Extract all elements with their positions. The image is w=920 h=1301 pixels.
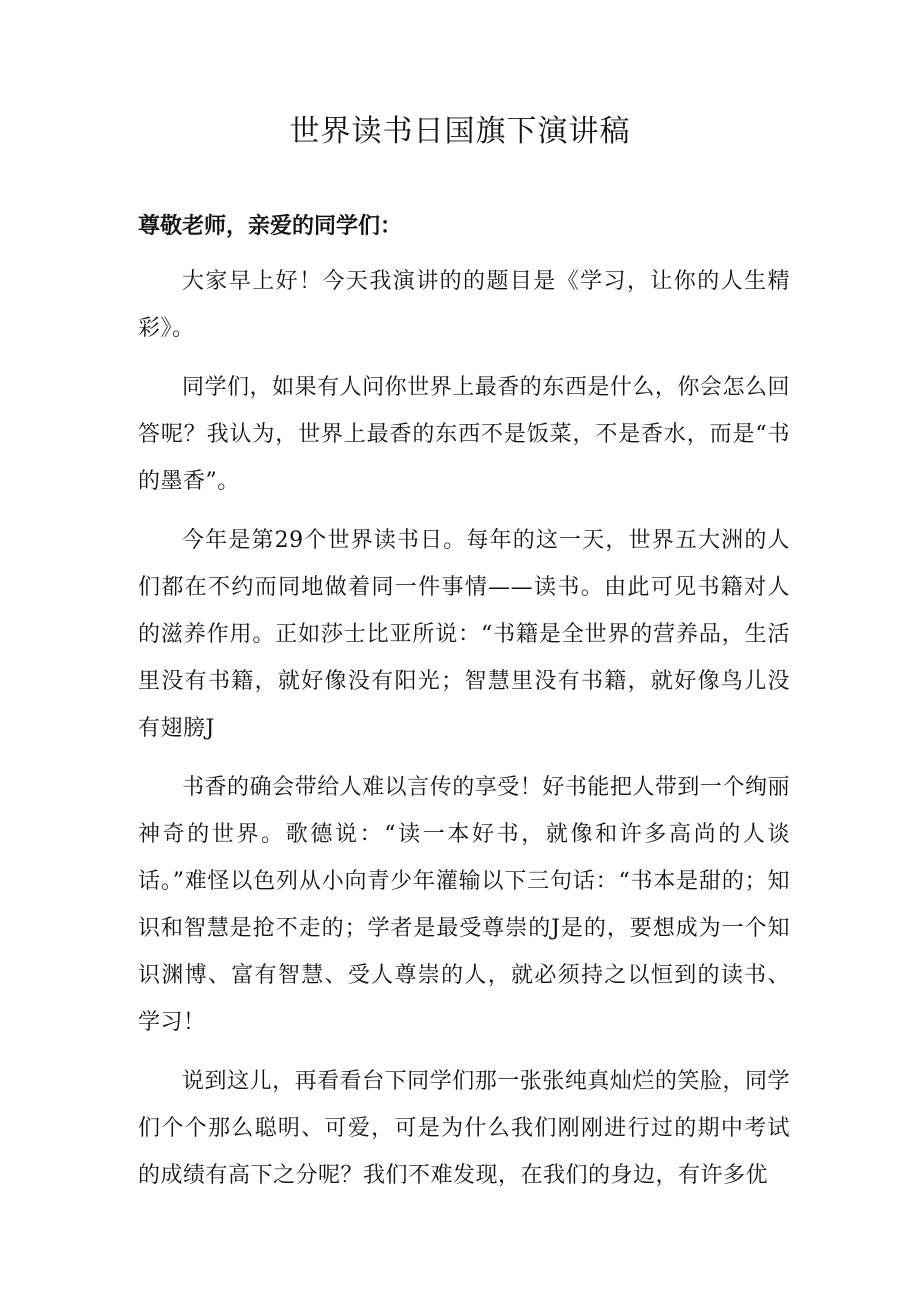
document-title: 世界读书日国旗下演讲稿 — [289, 114, 631, 149]
paragraph-book-fragrance: 同学们，如果有人问你世界上最香的东西是什么，你会怎么回答呢？我认为，世界上最香的东西不是饭菜，不是香水，而是“书的墨香”。 — [138, 375, 790, 494]
speech-body — [138, 258, 790, 1211]
paragraph-reading-joy: 书香的确会带给人难以言传的享受！好书能把人带到一个绚丽神奇的世界。歌德说：“读一本好书，就像和许多高尚的人谈话。”难怪以色列从小向青少年灌输以下三句话：“书本是甜的；知识和智慧是抢不走的；学者是最受尊崇的J是的，要想成为一个知识渊博、富有智慧、受人尊崇的人，就必须持之以恒到的读书、学习！ — [138, 775, 790, 1035]
paragraph-world-book-day: 今年是第29个世界读书日。每年的这一天，世界五大洲的人们都在不约而同地做着同一件事情——读书。由此可见书籍对人的滋养作用。正如莎士比亚所说：“书籍是全世界的营养品，生活里没有书籍，就好像没有阳光；智慧里没有书籍，就好像鸟儿没有翅膀J — [138, 528, 790, 741]
paragraph-exam-results: 说到这儿，再看看台下同学们那一张张纯真灿烂的笑脸，同学们个个那么聪明、可爱，可是为什么我们刚刚进行过的期中考试的成绩有高下之分呢？我们不难发现，在我们的身边，有许多优 — [138, 1069, 790, 1188]
paragraph-greeting: 大家早上好！今天我演讲的的题目是《学习，让你的人生精彩》。 — [138, 269, 790, 341]
salutation: 尊敬老师，亲爱的同学们： — [138, 213, 403, 239]
